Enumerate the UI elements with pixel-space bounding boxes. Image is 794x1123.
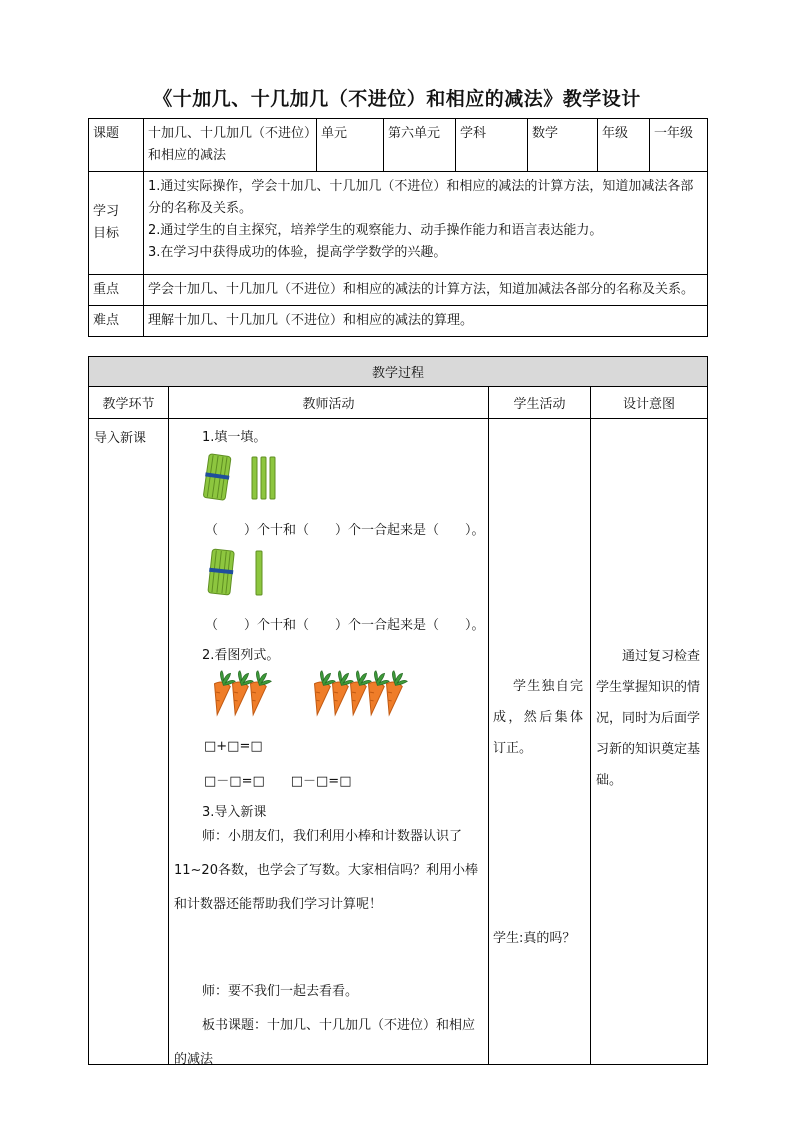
- teacher-invitation-paragraph: 师：要不我们一起去看看。: [202, 984, 359, 999]
- subject-value: 数学: [528, 119, 598, 172]
- teacher-intro-paragraph: 师：小朋友们，我们利用小棒和计数器认识了11~20各数，也学会了写数。大家相信吗？利用小棒和计数器还能帮助我们学习计算呢！: [174, 829, 478, 912]
- difficulty-value: 理解十加几、十几加几（不进位）和相应的减法的算理。: [144, 306, 708, 337]
- bundle-of-ten-sticks: [207, 549, 235, 595]
- stage-label: 导入新课: [94, 431, 147, 446]
- unit-value: 第六单元: [384, 119, 456, 172]
- stick-bundle-image-2: [207, 547, 287, 603]
- key-point-label: 重点: [89, 275, 144, 306]
- stick-bundle-image-1: [203, 452, 283, 506]
- design-intent-text: 通过复习检查学生掌握知识的情况，同时为后面学习新的知识奠定基础。: [596, 649, 701, 788]
- unit-label: 单元: [317, 119, 384, 172]
- grade-label: 年级: [598, 119, 650, 172]
- design-intent-cell: [591, 419, 708, 1065]
- stage-cell: [89, 419, 169, 1065]
- blank-sentence-1: （ ）个十和（ ）个一合起来是（ ）。: [205, 523, 485, 538]
- process-section-title: 教学过程: [89, 357, 708, 387]
- header-student-activity: 学生活动: [489, 387, 591, 419]
- carrot-group-right: [309, 670, 408, 717]
- blank-sentence-2: （ ）个十和（ ）个一合起来是（ ）。: [205, 618, 485, 633]
- lesson-intro-heading: 3.导入新课: [202, 805, 267, 820]
- document-title: 《十加几、十几加几（不进位）和相应的减法》教学设计: [153, 88, 641, 110]
- key-point-value: 学会十加几、十几加几（不进位）和相应的减法的计算方法，知道加减法各部分的名称及关系。: [144, 275, 708, 306]
- teacher-activity-cell: [169, 419, 489, 1065]
- goals-label: 学习目标: [89, 172, 144, 275]
- bundle-of-ten-sticks: [203, 454, 232, 501]
- carrot-group-left: [209, 670, 272, 717]
- board-title-paragraph: 板书课题：十加几、十几加几（不进位）和相应的减法: [174, 1018, 476, 1067]
- student-activity-cell: [489, 419, 591, 1065]
- teaching-process-table: [88, 356, 708, 1065]
- header-stage: 教学环节: [89, 387, 169, 419]
- goal-item: 2.通过学生的自主探究，培养学生的观察能力、动手操作能力和语言表达能力。: [148, 223, 603, 238]
- lesson-info-table: [88, 118, 708, 337]
- student-activity-text-1: 学生独自完成，然后集体订正。: [493, 679, 583, 756]
- difficulty-label: 难点: [89, 306, 144, 337]
- goal-item: 3.在学习中获得成功的体验，提高学学数学的兴趣。: [148, 245, 447, 260]
- single-stick: [256, 551, 262, 595]
- topic-value: 十加几、十几加几（不进位）和相应的减法: [144, 119, 317, 172]
- single-sticks: [252, 457, 275, 499]
- student-activity-text-2: 学生:真的吗？: [493, 931, 576, 946]
- goals-cell: [144, 172, 708, 275]
- carrots-image: [209, 669, 419, 717]
- picture-equation-instruction: 2.看图列式。: [202, 648, 280, 663]
- fill-in-instruction: 1.填一填。: [202, 430, 267, 445]
- grade-value: 一年级: [650, 119, 708, 172]
- addition-equation-template: □+□=□: [204, 739, 263, 754]
- goal-item: 1.通过实际操作，学会十加几、十几加几（不进位）和相应的减法的计算方法，知道加减法各部分的名称及关系。: [148, 179, 694, 216]
- topic-label: 课题: [89, 119, 144, 172]
- subtraction-equation-templates: □－□=□ □－□=□: [204, 774, 352, 789]
- header-design-intent: 设计意图: [591, 387, 708, 419]
- subject-label: 学科: [456, 119, 528, 172]
- header-teacher-activity: 教师活动: [169, 387, 489, 419]
